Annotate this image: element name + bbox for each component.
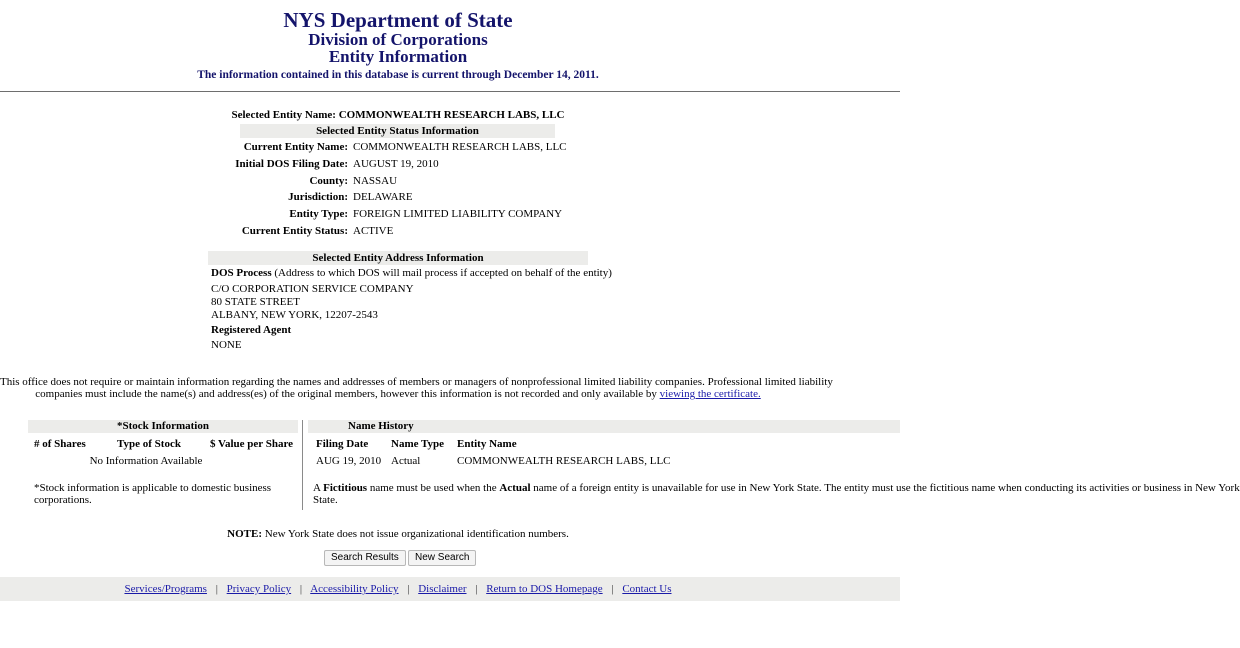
current-entity-name-label: Current Entity Name: [243, 141, 348, 153]
currency-note: The information contained in this database is current through December 14, 2011. [197, 69, 599, 81]
selected-entity-label: Selected Entity Name: [231, 109, 336, 121]
header-divider [0, 91, 900, 92]
actual-term: Actual [499, 482, 531, 494]
division-title: Division of Corporations [308, 30, 488, 49]
stock-empty-text: No Information Available [89, 455, 203, 467]
name-history-title: Name History [348, 420, 414, 432]
history-col-date: Filing Date [316, 438, 369, 450]
footer-separator: | [407, 583, 410, 595]
name-history-bar [308, 420, 900, 433]
dos-process-label: DOS Process [211, 267, 272, 279]
entity-type-value: FOREIGN LIMITED LIABILITY COMPANY [353, 208, 563, 220]
entity-type-label: Entity Type: [289, 208, 348, 220]
fictitious-note-line2: State. [313, 494, 338, 506]
county-value: NASSAU [353, 175, 398, 187]
section-divider [302, 420, 303, 510]
footer-link-disclaimer[interactable]: Disclaimer [418, 583, 467, 595]
page-title: NYS Department of State [283, 8, 513, 32]
footer-link-privacy[interactable]: Privacy Policy [226, 583, 292, 595]
jurisdiction-label: Jurisdiction: [288, 191, 348, 203]
registered-agent-value: NONE [211, 339, 242, 351]
llc-disclaimer-text: companies must include the name(s) and address(es) of the original members, however this information is not recorded and only available by [35, 388, 657, 400]
footer-link-services[interactable]: Services/Programs [124, 583, 207, 595]
fictitious-note-line1 [313, 482, 1240, 494]
stock-col-value: $ Value per Share [210, 438, 294, 450]
entity-status-label: Current Entity Status: [241, 225, 348, 237]
footer-links [0, 583, 796, 595]
history-row-date: AUG 19, 2010 [316, 455, 382, 467]
search-results-button[interactable]: Search Results [324, 550, 406, 566]
entity-status-value: ACTIVE [353, 225, 394, 237]
footer-separator: | [299, 583, 303, 595]
selected-entity-heading [0, 109, 796, 121]
stock-col-shares: # of Shares [34, 438, 86, 450]
footer-separator: | [611, 583, 614, 595]
page-subtitle: Entity Information [328, 47, 468, 66]
new-search-button[interactable]: New Search [408, 550, 476, 566]
stock-col-type: Type of Stock [117, 438, 181, 450]
footer-link-accessibility[interactable]: Accessibility Policy [310, 583, 399, 595]
filing-date-label: Initial DOS Filing Date: [235, 158, 348, 170]
county-label: County: [309, 175, 348, 187]
fictitious-term: Fictitious [323, 482, 368, 494]
status-section-title: Selected Entity Status Information [240, 124, 555, 138]
selected-entity-name: COMMONWEALTH RESEARCH LABS, LLC [338, 109, 565, 121]
org-id-note [0, 528, 796, 540]
stock-info-title: *Stock Information [28, 420, 298, 433]
note-text: New York State does not issue organizational identification numbers. [264, 528, 569, 540]
fictitious-note-text: name must be used when the [369, 482, 497, 494]
address-line: ALBANY, NEW YORK, 12207-2543 [211, 309, 378, 321]
fictitious-note-text: name of a foreign entity is unavailable for use in New York State. The entity must use the fictitious name when conducting its activities or business in New York [533, 482, 1240, 494]
footer-link-dos-homepage[interactable]: Return to DOS Homepage [486, 583, 603, 595]
registered-agent-label: Registered Agent [211, 324, 292, 336]
history-col-type: Name Type [391, 438, 445, 450]
dos-process-heading [211, 267, 612, 279]
llc-disclaimer-line1: This office does not require or maintain information regarding the names and addresses of members or managers of nonprofessional limited liability companies. Professional limited liability [0, 376, 833, 388]
filing-date-value: AUGUST 19, 2010 [353, 158, 439, 170]
current-entity-name-value: COMMONWEALTH RESEARCH LABS, LLC [353, 141, 567, 153]
footer-separator: | [475, 583, 478, 595]
jurisdiction-value: DELAWARE [353, 191, 413, 203]
fictitious-note-text: A [313, 482, 321, 494]
address-section-title: Selected Entity Address Information [208, 251, 588, 265]
stock-footnote: *Stock information is applicable to domestic business corporations. [34, 482, 272, 506]
footer-link-contact[interactable]: Contact Us [622, 583, 672, 595]
history-row-type: Actual [391, 455, 421, 467]
history-col-name: Entity Name [457, 438, 517, 450]
note-label: NOTE: [227, 528, 262, 540]
dos-process-description: (Address to which DOS will mail process if accepted on behalf of the entity) [274, 267, 612, 279]
history-row-name: COMMONWEALTH RESEARCH LABS, LLC [457, 455, 671, 467]
footer-separator: | [215, 583, 218, 595]
view-certificate-link[interactable]: viewing the certificate. [659, 388, 761, 400]
llc-disclaimer-line2 [0, 388, 796, 400]
address-line: C/O CORPORATION SERVICE COMPANY [211, 283, 414, 295]
footer [0, 577, 900, 601]
address-line: 80 STATE STREET [211, 296, 300, 308]
